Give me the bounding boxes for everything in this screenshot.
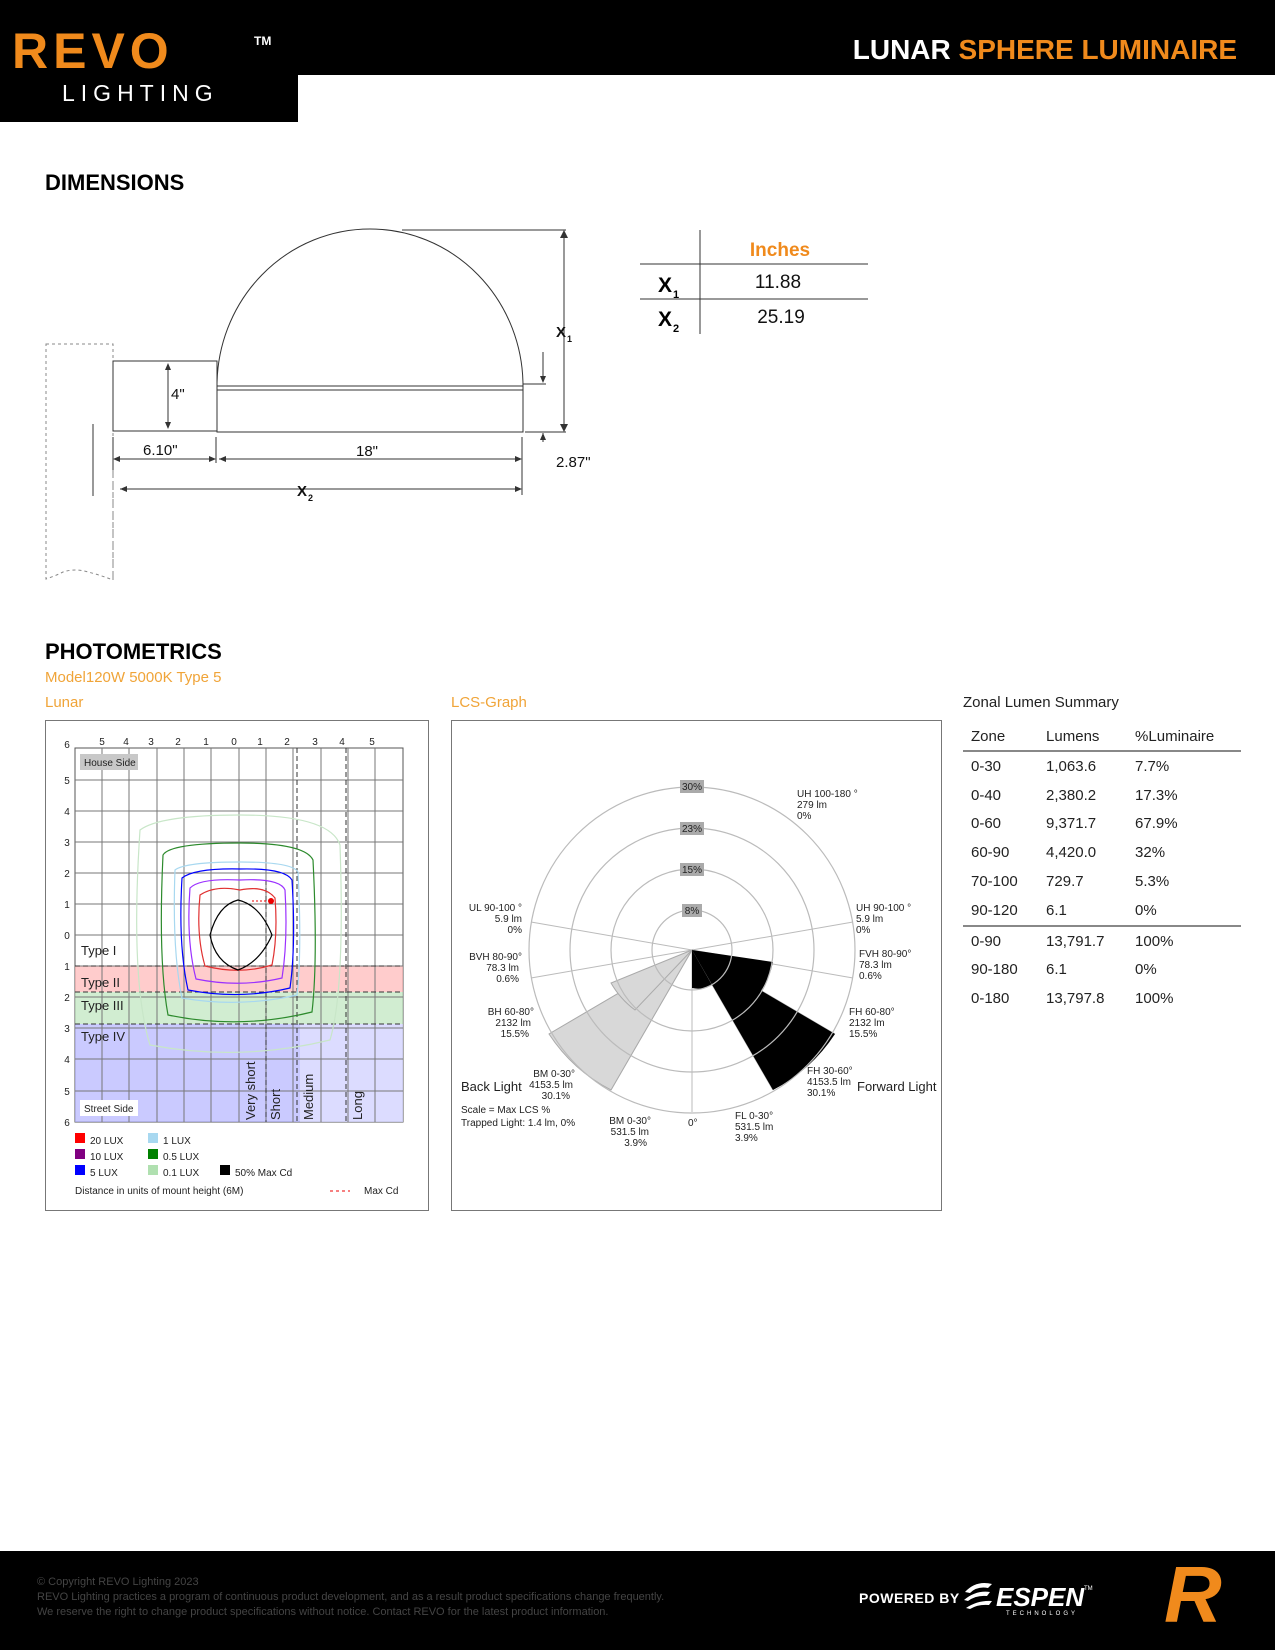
type-iv-label: Type IV (81, 1029, 126, 1044)
height-287-label: 2.87" (556, 454, 591, 471)
wall-outline (46, 344, 113, 580)
top-tick: 2 (284, 737, 290, 748)
bm30-low-lumens: 531.5 lm (610, 1127, 649, 1138)
bm30-low-percent: 3.9% (624, 1138, 647, 1149)
legend-swatch-01-lux (148, 1165, 158, 1175)
percent-cell: 32% (1135, 844, 1166, 862)
max-cd-point (268, 898, 274, 904)
legend-swatch-20-lux (75, 1133, 85, 1143)
table-row (963, 781, 1241, 810)
street-side-label: Street Side (84, 1104, 134, 1115)
base-outline (217, 386, 523, 432)
very-short-label: Very short (243, 1061, 258, 1120)
lumens-cell: 1,063.6 (1046, 757, 1097, 775)
height-4-label: 4" (171, 386, 185, 403)
percent-cell: 5.3% (1135, 873, 1170, 891)
fh60-name: FH 60-80° (849, 1007, 895, 1018)
x2-value: 25.19 (757, 307, 805, 328)
dimension-table (640, 230, 868, 336)
table-row (963, 810, 1241, 839)
legend-1-lux: 1 LUX (163, 1136, 191, 1147)
legend-swatch-1-lux (148, 1133, 158, 1143)
table-header-row (963, 722, 1241, 751)
espen-sub: TECHNOLOGY (1006, 1611, 1079, 1617)
title-orange: SPHERE LUMINAIRE (958, 34, 1237, 65)
zone-cell: 0-40 (971, 786, 1002, 804)
uh100-name: UH 100-180 ° (797, 789, 858, 800)
width-18-label: 18" (356, 443, 379, 460)
table-row (963, 956, 1241, 985)
left-tick: 2 (64, 869, 70, 880)
zone-cell: 0-60 (971, 815, 1002, 833)
x1-drawing-sub: 1 (567, 334, 573, 344)
percent-cell: 17.3% (1135, 786, 1178, 804)
revo-logo: REVO (12, 23, 174, 79)
top-tick: 4 (123, 737, 129, 748)
max-cd-legend: Max Cd (364, 1186, 399, 1197)
legend-20-lux: 20 LUX (90, 1136, 124, 1147)
logo-trademark: TM (254, 34, 272, 48)
zone-cell: 0-30 (971, 757, 1002, 775)
left-tick: 1 (64, 900, 70, 911)
type-iii-label: Type III (81, 998, 124, 1013)
fh30-lumens: 4153.5 lm (807, 1077, 851, 1088)
corner-r-glyph: R (1164, 1550, 1222, 1639)
uh100-lumens: 279 lm (797, 800, 828, 811)
lunar-chart-box (45, 720, 429, 1211)
fh60-lumens: 2132 lm (849, 1018, 885, 1029)
zone-cell: 60-90 (971, 844, 1010, 862)
zone-cell: 0-90 (963, 926, 1038, 956)
ring-label-23: 23% (681, 824, 703, 835)
legend-50-max-cd: 50% Max Cd (235, 1168, 293, 1179)
bvh-name: BVH 80-90° (469, 952, 522, 963)
x1-table-sub: 1 (673, 289, 680, 301)
x2-table-sub: 2 (673, 323, 680, 335)
uh90-percent: 0% (856, 925, 871, 936)
top-tick: 5 (369, 737, 375, 748)
table-row (963, 867, 1241, 896)
left-tick: 2 (64, 993, 70, 1004)
lumens-cell: 9,371.7 (1046, 815, 1097, 833)
logo-subtitle: LIGHTING (62, 80, 219, 106)
zero-degree-label: 0° (688, 1118, 698, 1129)
x2-drawing-sub: 2 (308, 493, 314, 503)
bm30-up-percent: 30.1% (541, 1091, 570, 1102)
lumens-cell: 729.7 (1046, 873, 1084, 891)
bm30-up-name: BM 0-30° (533, 1069, 575, 1080)
medium-label: Medium (301, 1073, 316, 1120)
photometrics-heading: PHOTOMETRICS (45, 639, 222, 664)
uh90-name: UH 90-100 ° (856, 903, 912, 914)
top-tick: 3 (148, 737, 154, 748)
lumens-cell: 13,791.7 (1038, 926, 1127, 956)
legend-5-lux: 5 LUX (90, 1168, 118, 1179)
ring-label-15: 15% (681, 865, 703, 876)
uh90-lumens: 5.9 lm (856, 914, 884, 925)
espen-logo (962, 1578, 1096, 1618)
fh30-percent: 30.1% (807, 1088, 836, 1099)
zone-cell: 70-100 (971, 873, 1018, 891)
left-tick: 5 (64, 776, 70, 787)
lunar-chart (46, 721, 428, 1210)
left-tick: 6 (64, 1118, 70, 1129)
left-tick: 3 (64, 1024, 70, 1035)
legend-05-lux: 0.5 LUX (163, 1152, 200, 1163)
back-light-label: Back Light (461, 1079, 522, 1094)
left-tick: 5 (64, 1087, 70, 1098)
distance-note: Distance in units of mount height (6M) (75, 1186, 244, 1197)
legend-swatch-05-lux (148, 1149, 158, 1159)
top-tick: 1 (257, 737, 263, 748)
table-row (963, 984, 1241, 1013)
house-side-label: House Side (84, 758, 136, 769)
type-ii-label: Type II (81, 975, 121, 990)
footer-disclaimer-1: REVO Lighting practices a program of continuous product development, and as a result product specifications change frequently. (37, 1591, 665, 1603)
espen-tm: TM (1084, 1586, 1093, 1592)
legend-10-lux: 10 LUX (90, 1152, 124, 1163)
zone-cell: 90-180 (971, 961, 1018, 979)
left-tick: 4 (64, 1055, 70, 1066)
ul90-percent: 0% (507, 925, 522, 936)
col-percent: %Luminaire (1127, 722, 1241, 751)
bvh-lumens: 78.3 lm (486, 963, 519, 974)
bh60-lumens: 2132 lm (495, 1018, 531, 1029)
x1-value: 11.88 (754, 272, 802, 293)
legend-swatch-50-max-cd (220, 1165, 230, 1175)
percent-cell: 0% (1135, 901, 1157, 919)
percent-cell: 67.9% (1135, 815, 1178, 833)
lumens-cell: 13,797.8 (1046, 990, 1105, 1008)
lumens-cell: 2,380.2 (1046, 786, 1097, 804)
fl30-lumens: 531.5 lm (735, 1122, 774, 1133)
x1-drawing-label: X (556, 324, 567, 341)
table-row (963, 751, 1241, 781)
bvh-percent: 0.6% (496, 974, 519, 985)
percent-cell: 100% (1135, 990, 1174, 1008)
type-i-label: Type I (81, 943, 117, 958)
percent-cell: 7.7% (1135, 757, 1170, 775)
uh100-percent: 0% (797, 811, 812, 822)
powered-by-label: POWERED BY (859, 1590, 960, 1606)
corner-r-logo (1156, 1550, 1250, 1639)
bh60-name: BH 60-80° (487, 1007, 534, 1018)
left-tick: 6 (64, 740, 70, 751)
dome-outline (217, 229, 523, 386)
x2-drawing-label: X (297, 483, 308, 500)
bm30-up-lumens: 4153.5 lm (529, 1080, 573, 1091)
zone-cell: 0-180 (971, 990, 1010, 1008)
zone-cell: 90-120 (971, 901, 1018, 919)
top-tick: 3 (312, 737, 318, 748)
copyright-text: © Copyright REVO Lighting 2023 (37, 1576, 199, 1588)
fh60-percent: 15.5% (849, 1029, 878, 1040)
lumens-cell: 6.1 (1046, 901, 1067, 919)
lumens-cell: 6.1 (1046, 961, 1067, 979)
fl30-name: FL 0-30° (735, 1111, 774, 1122)
trapped-light-note: Trapped Light: 1.4 lm, 0% (461, 1118, 576, 1129)
long-label: Long (350, 1091, 365, 1120)
bm30-low-name: BM 0-30° (609, 1116, 651, 1127)
ring-label-30: 30% (681, 782, 703, 793)
left-tick: 1 (64, 962, 70, 973)
fvh-percent: 0.6% (859, 971, 882, 982)
lcs-chart (452, 721, 941, 1210)
espen-brand: ESPEN (996, 1582, 1085, 1612)
unit-header: Inches (749, 240, 811, 261)
short-label: Short (268, 1088, 283, 1120)
espen-swoosh-icon (965, 1583, 992, 1593)
dimensions-heading: DIMENSIONS (45, 170, 185, 195)
top-tick: 2 (175, 737, 181, 748)
table-row (963, 838, 1241, 867)
table-row (963, 926, 1241, 956)
ring-label-8: 8% (684, 906, 700, 917)
logo-box (0, 0, 298, 122)
x2-table-label: X (658, 308, 673, 331)
top-tick: 0 (231, 737, 237, 748)
table-row (963, 896, 1241, 926)
percent-cell: 100% (1127, 926, 1241, 956)
zonal-summary-title: Zonal Lumen Summary (963, 694, 1119, 711)
fvh-lumens: 78.3 lm (859, 960, 892, 971)
lcs-chart-box (451, 720, 942, 1211)
zonal-summary-table (963, 722, 1241, 1013)
page-title (853, 33, 1237, 67)
top-tick: 4 (339, 737, 345, 748)
forward-light-label: Forward Light (857, 1079, 937, 1094)
col-zone: Zone (963, 722, 1038, 751)
fl30-percent: 3.9% (735, 1133, 758, 1144)
left-tick: 4 (64, 807, 70, 818)
bh60-percent: 15.5% (500, 1029, 529, 1040)
col-lumens: Lumens (1038, 722, 1127, 751)
legend-swatch-5-lux (75, 1165, 85, 1175)
fvh-name: FVH 80-90° (859, 949, 912, 960)
footer-disclaimer-2: We reserve the right to change product specifications without notice. Contact REVO for the latest product information. (37, 1606, 609, 1618)
left-tick: 0 (64, 931, 70, 942)
width-610-label: 6.10" (143, 442, 178, 459)
model-label: Model120W 5000K Type 5 (45, 669, 222, 686)
percent-cell: 0% (1135, 961, 1157, 979)
x1-table-label: X (658, 274, 673, 297)
top-tick: 1 (203, 737, 209, 748)
dimension-drawing (40, 210, 620, 590)
lunar-caption: Lunar (45, 694, 84, 711)
lcs-caption: LCS-Graph (451, 694, 527, 711)
legend-swatch-10-lux (75, 1149, 85, 1159)
ul90-lumens: 5.9 lm (494, 914, 522, 925)
fh30-name: FH 30-60° (807, 1066, 853, 1077)
left-tick: 3 (64, 838, 70, 849)
legend-01-lux: 0.1 LUX (163, 1168, 200, 1179)
title-white: LUNAR (852, 34, 951, 65)
scale-note: Scale = Max LCS % (461, 1105, 551, 1116)
top-tick: 5 (99, 737, 105, 748)
ul90-name: UL 90-100 ° (468, 903, 522, 914)
arm-outline (113, 361, 217, 431)
lumens-cell: 4,420.0 (1046, 844, 1097, 862)
